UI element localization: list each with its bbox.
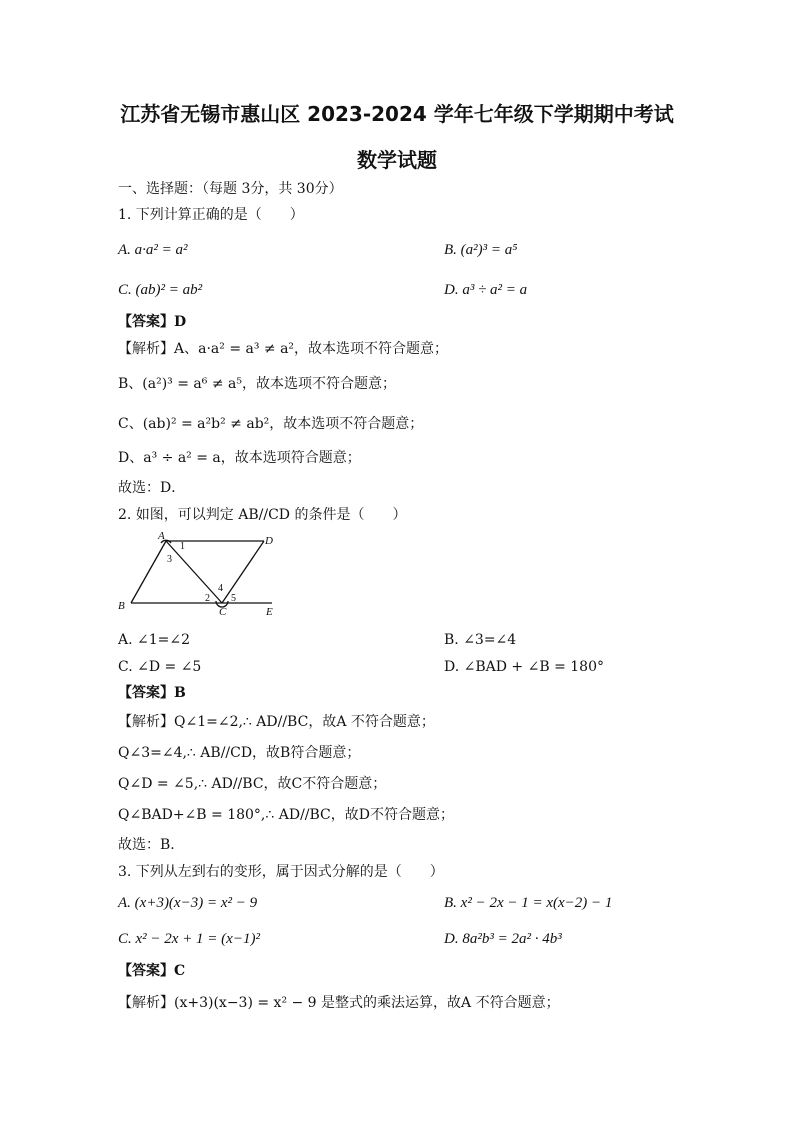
q3-option-c: C. x² − 2x + 1 = (x−1)² [118, 931, 260, 947]
label-e: E [266, 606, 273, 618]
q3-option-d: D. 8a²b³ = 2a² · 4b³ [444, 931, 562, 947]
line-cd [222, 541, 264, 603]
q2-option-b: B. ∠3=∠4 [444, 632, 517, 648]
q3-option-a: A. (x+3)(x−3) = x² − 9 [118, 895, 258, 911]
q2-choice: 故选：B. [118, 837, 175, 853]
q1-explanation-1: 【解析】A、a·a² = a³ ≠ a²，故本选项不符合题意； [118, 341, 449, 357]
q1-explanation-2: B、(a²)³ = a⁶ ≠ a⁵，故本选项不符合题意； [118, 376, 396, 392]
label-angle-5: 5 [231, 593, 236, 604]
label-angle-2: 2 [205, 593, 210, 604]
q1-option-b: B. (a²)³ = a⁵ [444, 242, 518, 258]
line-ab [131, 541, 166, 603]
q1-stem: 1. 下列计算正确的是（ ） [118, 207, 304, 223]
q2-explanation-3: Q∠D = ∠5,∴ AD//BC，故C不符合题意； [118, 776, 387, 792]
q1-explanation-4: D、a³ ÷ a² = a，故本选项符合题意； [118, 450, 361, 466]
q1-option-d: D. a³ ÷ a² = a [444, 282, 528, 298]
label-a: A [158, 530, 165, 542]
document-title: 江苏省无锡市惠山区 2023-2024 学年七年级下学期期中考试 [120, 102, 674, 126]
parallelogram-diagram [114, 529, 284, 619]
label-angle-4: 4 [218, 583, 223, 594]
label-b: B [118, 600, 125, 612]
label-c: C [219, 606, 227, 618]
q2-answer: 【答案】B [118, 685, 186, 701]
document-subtitle: 数学试题 [357, 148, 437, 172]
label-angle-1: 1 [180, 541, 185, 552]
q1-explanation-3: C、(ab)² = a²b² ≠ ab²，故本选项不符合题意； [118, 416, 424, 432]
q2-explanation-4: Q∠BAD+∠B = 180°,∴ AD//BC，故D不符合题意； [118, 807, 454, 823]
q1-choice: 故选：D． [118, 480, 186, 496]
q2-explanation-1: 【解析】Q∠1=∠2,∴ AD//BC，故A 不符合题意； [118, 714, 435, 730]
line-ac [166, 541, 222, 603]
q2-stem: 2. 如图，可以判定 AB//CD 的条件是（ ） [118, 507, 407, 523]
q2-option-a: A. ∠1=∠2 [118, 632, 191, 648]
q2-option-c: C. ∠D = ∠5 [118, 659, 202, 675]
q2-explanation-2: Q∠3=∠4,∴ AB//CD，故B符合题意； [118, 745, 361, 761]
q1-option-a: A. a·a² = a² [118, 242, 188, 258]
q2-option-d: D. ∠BAD + ∠B = 180° [444, 659, 604, 675]
q3-option-b: B. x² − 2x − 1 = x(x−2) − 1 [444, 895, 613, 911]
q1-option-c: C. (ab)² = ab² [118, 282, 203, 298]
q3-explanation-1: 【解析】(x+3)(x−3) = x² − 9 是整式的乘法运算，故A 不符合题意； [118, 995, 560, 1011]
label-d: D [265, 535, 273, 547]
q2-geometry-figure [114, 529, 284, 623]
q1-answer: 【答案】D [118, 314, 187, 330]
q3-stem: 3. 下列从左到右的变形，属于因式分解的是（ ） [118, 864, 444, 880]
label-angle-3: 3 [167, 554, 172, 565]
section-heading: 一、选择题：（每题 3分，共 30分） [118, 181, 343, 197]
q3-answer: 【答案】C [118, 963, 186, 979]
